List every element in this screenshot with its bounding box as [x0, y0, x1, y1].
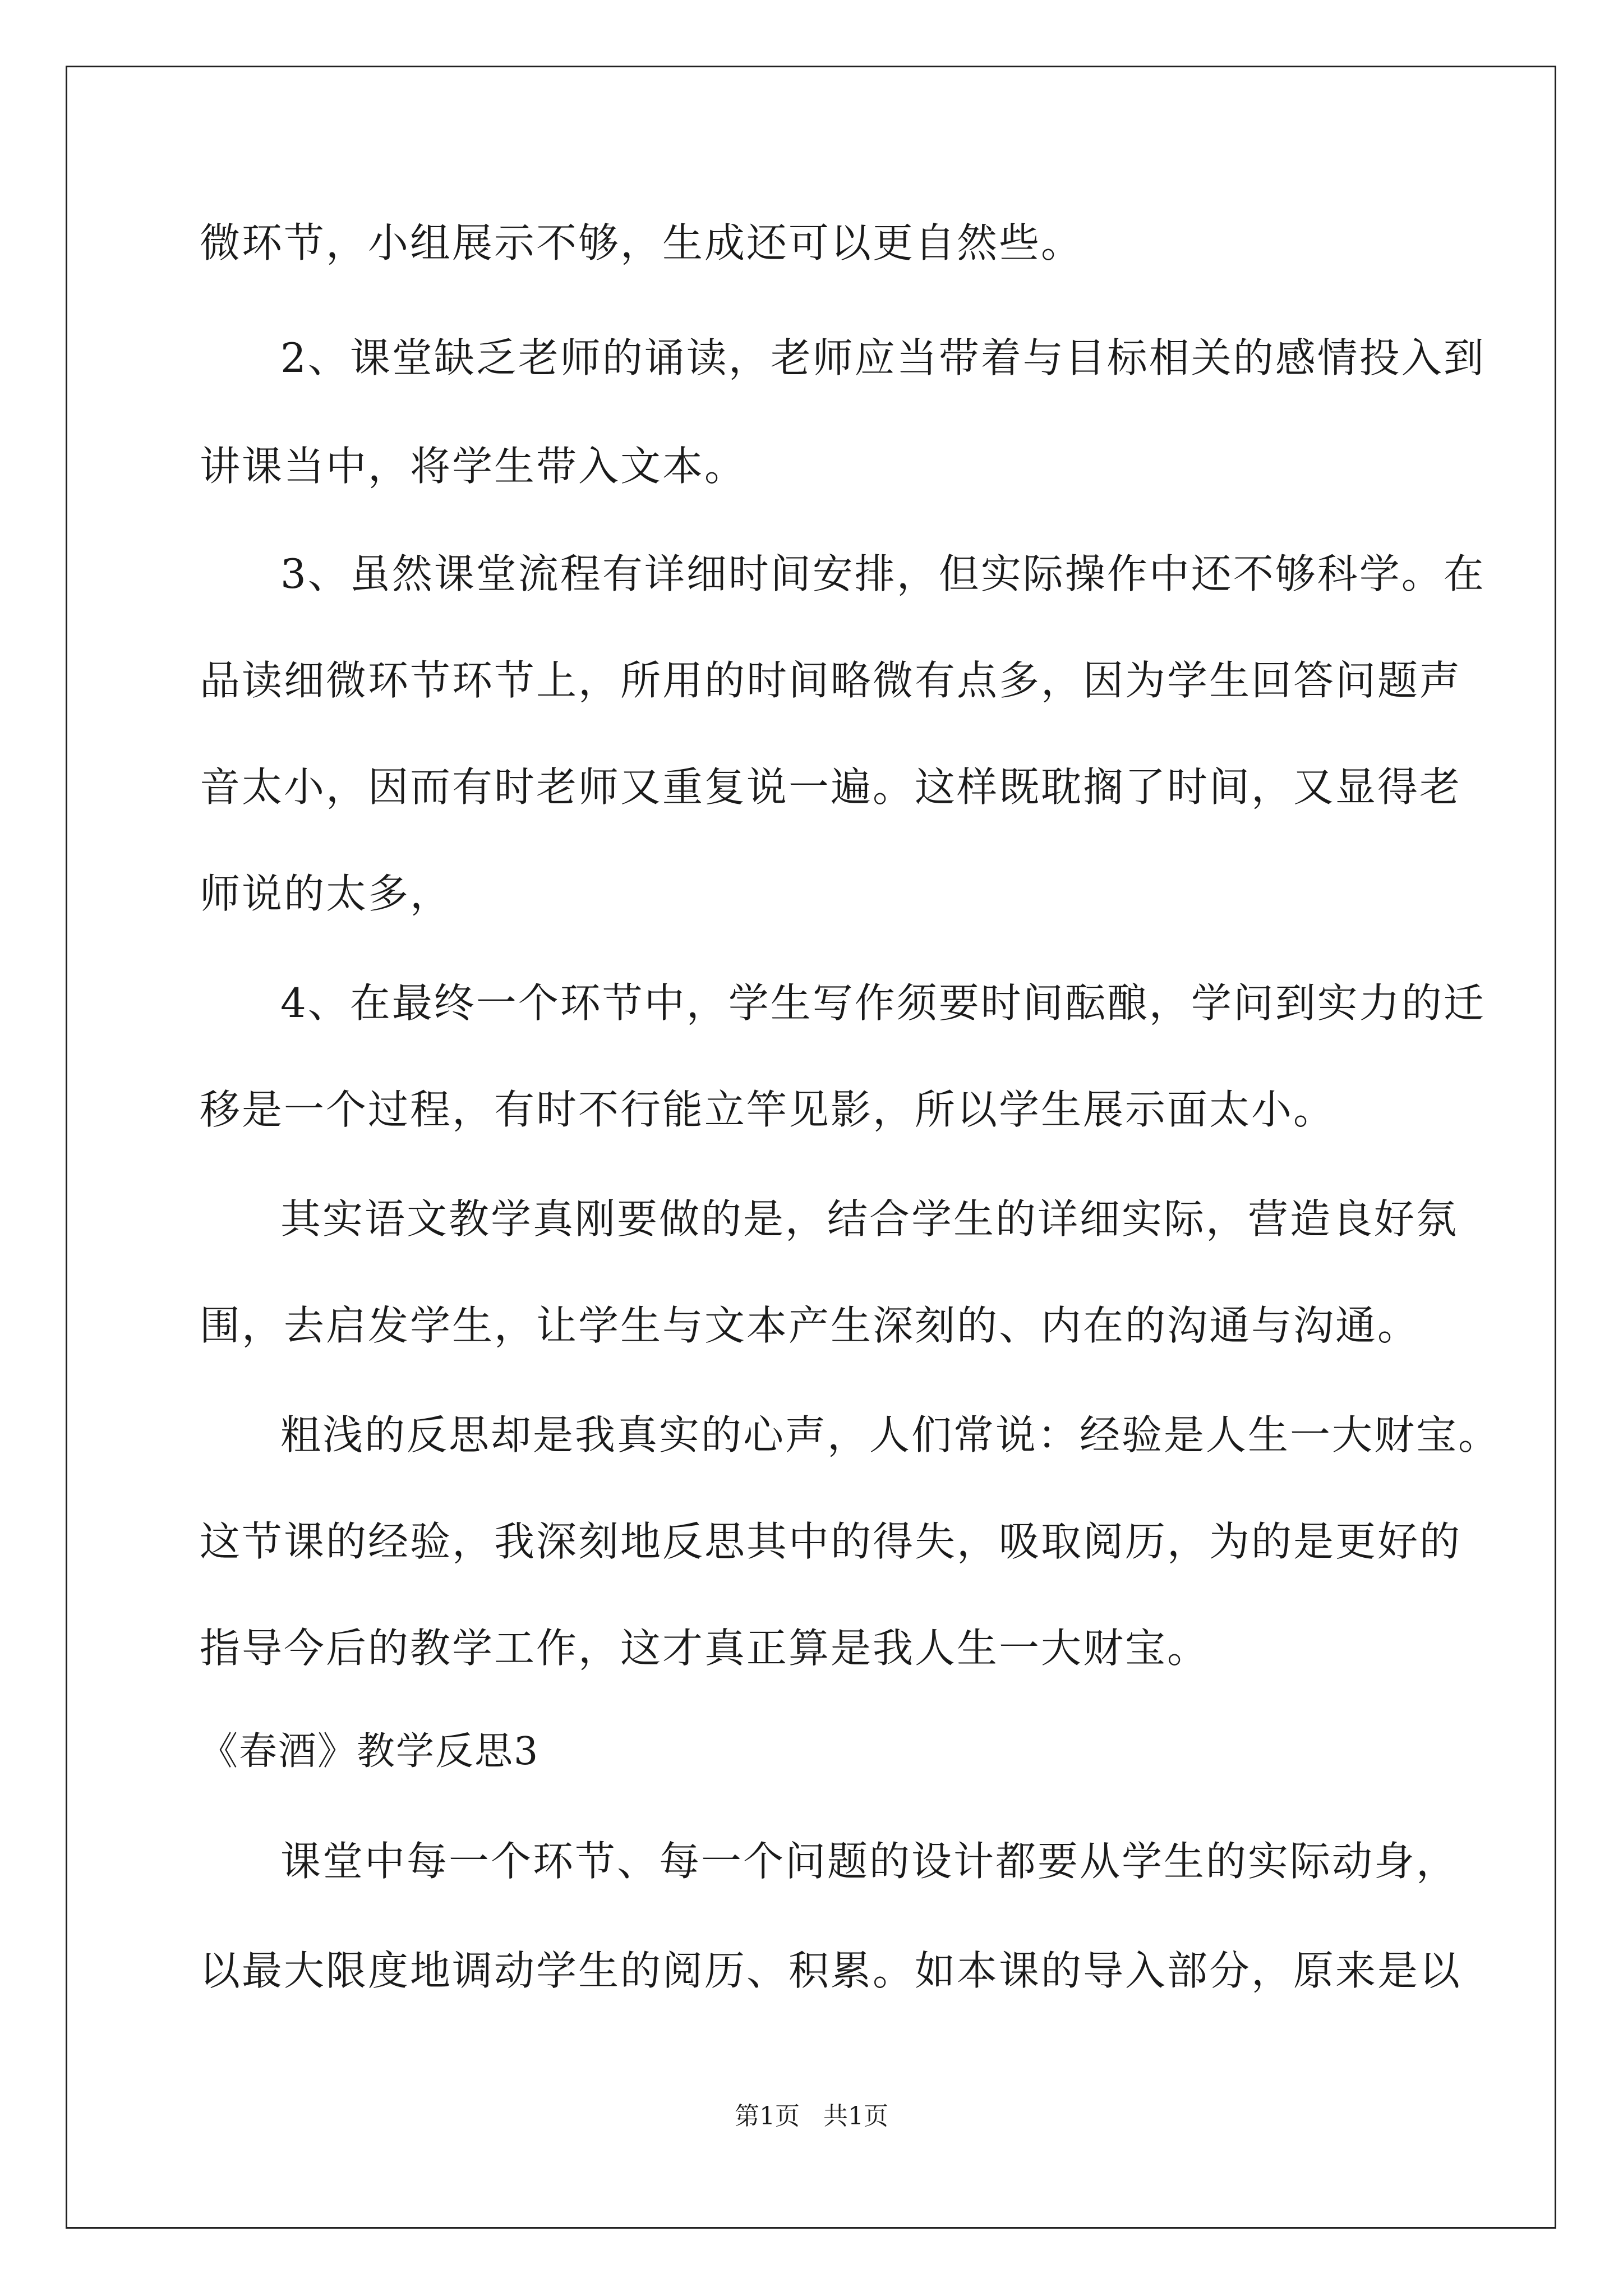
text-line: 3、虽然课堂流程有详细时间安排，但实际操作中还不够科学。在 — [280, 550, 1486, 597]
section-heading: 《春酒》教学反思3 — [200, 1729, 540, 1774]
text-line: 课堂中每一个环节、每一个问题的设计都要从学生的实际动身， — [280, 1838, 1459, 1885]
text-line: 音太小，因而有时老师又重复说一遍。这样既耽搁了时间，又显得老 — [200, 763, 1462, 811]
text-line: 围，去启发学生，让学生与文本产生深刻的、内在的沟通与沟通。 — [200, 1302, 1420, 1349]
page-number-footer: 第1页 共1页 — [735, 2102, 888, 2131]
text-line: 其实语文教学真刚要做的是，结合学生的详细实际，营造良好氛 — [280, 1195, 1459, 1243]
page-border — [66, 66, 1556, 2229]
text-line: 师说的太多， — [200, 870, 453, 917]
text-line: 粗浅的反思却是我真实的心声，人们常说：经验是人生一大财宝。 — [280, 1411, 1501, 1458]
text-line: 指导今后的教学工作，这才真正算是我人生一大财宝。 — [200, 1625, 1210, 1672]
text-line: 4、在最终一个环节中，学生写作须要时间酝酿，学问到实力的迁 — [280, 979, 1486, 1027]
text-line: 微环节，小组展示不够，生成还可以更自然些。 — [200, 219, 1083, 266]
text-line: 讲课当中，将学生带入文本。 — [200, 443, 747, 490]
text-line: 品读细微环节环节上，所用的时间略微有点多，因为学生回答问题声 — [200, 657, 1462, 704]
text-line: 以最大限度地调动学生的阅历、积累。如本课的导入部分，原来是以 — [200, 1947, 1462, 1994]
text-line: 移是一个过程，有时不行能立竿见影，所以学生展示面太小。 — [200, 1086, 1336, 1133]
text-line: 这节课的经验，我深刻地反思其中的得失，吸取阅历，为的是更好的 — [200, 1518, 1462, 1565]
text-line: 2、课堂缺乏老师的诵读，老师应当带着与目标相关的感情投入到 — [280, 334, 1486, 381]
